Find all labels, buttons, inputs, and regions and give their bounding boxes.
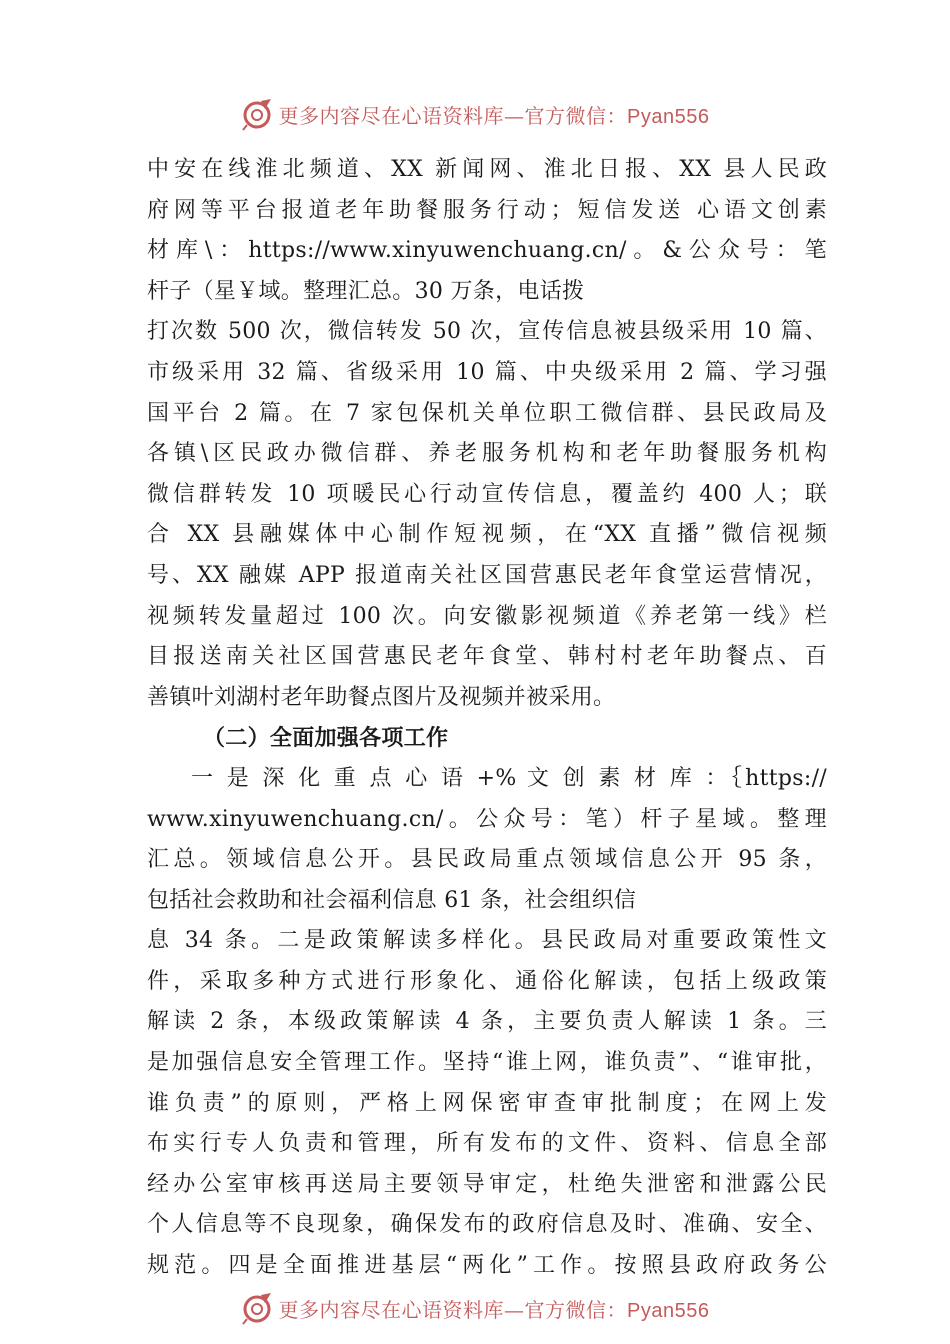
- header-watermark-banner: [0, 94, 950, 134]
- text-line: 布实行专人负责和管理，所有发布的文件、资料、信息全部: [147, 1131, 827, 1157]
- text-line: 经办公室审核再送局主要领导审定，杜绝失泄密和泄露公民: [147, 1171, 827, 1197]
- watermark-text: 更多内容尽在心语资料库—官方微信：Pyan556: [278, 1297, 710, 1322]
- brush-logo-icon: [241, 1291, 275, 1325]
- document-body: [147, 150, 827, 1287]
- text-line: 各镇\区民政办微信群、养老服务机构和老年助餐服务机构: [147, 441, 827, 467]
- footer-watermark-banner: [0, 1288, 950, 1328]
- text-line: 汇总。领域信息公开。县民政局重点领域信息公开 95 条，: [147, 847, 827, 873]
- text-line: www.xinyuwenchuang.cn/。公众号：笔）杆子星域。整理: [147, 806, 827, 832]
- text-line: 谁负责”的原则，严格上网保密审查审批制度；在网上发: [147, 1090, 827, 1116]
- text-line: 视频转发量超过 100 次。向安徽影视频道《养老第一线》栏: [147, 603, 827, 629]
- text-line: 合 XX 县融媒体中心制作短视频，在“XX 直播”微信视频: [147, 522, 827, 548]
- text-line: 微信群转发 10 项暖民心行动宣传信息，覆盖约 400 人；联: [147, 481, 827, 507]
- text-line: 个人信息等不良现象，确保发布的政府信息及时、准确、安全、: [147, 1212, 827, 1238]
- text-line: 市级采用 32 篇、省级采用 10 篇、中央级采用 2 篇、学习强: [147, 359, 827, 385]
- text-line: 善镇叶刘湖村老年助餐点图片及视频并被采用。: [147, 684, 616, 710]
- text-line: 规范。四是全面推进基层“两化”工作。按照县政府政务公: [147, 1253, 827, 1279]
- watermark-text: 更多内容尽在心语资料库—官方微信：Pyan556: [278, 103, 710, 128]
- section-heading: （二）全面加强各项工作: [203, 725, 449, 752]
- text-line: 打次数 500 次，微信转发 50 次，宣传信息被县级采用 10 篇、: [147, 319, 827, 345]
- text-line: 息 34 条。二是政策解读多样化。县民政局对重要政策性文: [147, 928, 827, 954]
- text-line: 府网等平台报道老年助餐服务行动；短信发送 心语文创素: [147, 197, 827, 223]
- text-line: 件，采取多种方式进行形象化、通俗化解读，包括上级政策: [147, 968, 827, 994]
- text-line: 杆子（星￥域。整理汇总。30 万条，电话拨: [147, 278, 585, 304]
- brush-logo-icon: [241, 97, 275, 131]
- text-line: 材库\：https://www.xinyuwenchuang.cn/。&公众号：笔: [147, 238, 827, 264]
- text-line: 国平台 2 篇。在 7 家包保机关单位职工微信群、县民政局及: [147, 400, 827, 426]
- text-line: 目报送南关社区国营惠民老年食堂、韩村村老年助餐点、百: [147, 644, 827, 670]
- text-line: 中安在线淮北频道、XX 新闻网、淮北日报、XX 县人民政: [147, 157, 827, 182]
- text-line: 一 是 深 化 重 点 心 语 +% 文 创 素 材 库 ：｛https://: [191, 765, 827, 791]
- text-line: 包括社会救助和社会福利信息 61 条，社会组织信: [147, 887, 637, 913]
- text-line: 是加强信息安全管理工作。坚持“谁上网，谁负责”、“谁审批，: [147, 1050, 827, 1076]
- text-line: 解读 2 条，本级政策解读 4 条，主要负责人解读 1 条。三: [147, 1009, 827, 1035]
- text-line: 号、XX 融媒 APP 报道南关社区国营惠民老年食堂运营情况，: [147, 562, 827, 588]
